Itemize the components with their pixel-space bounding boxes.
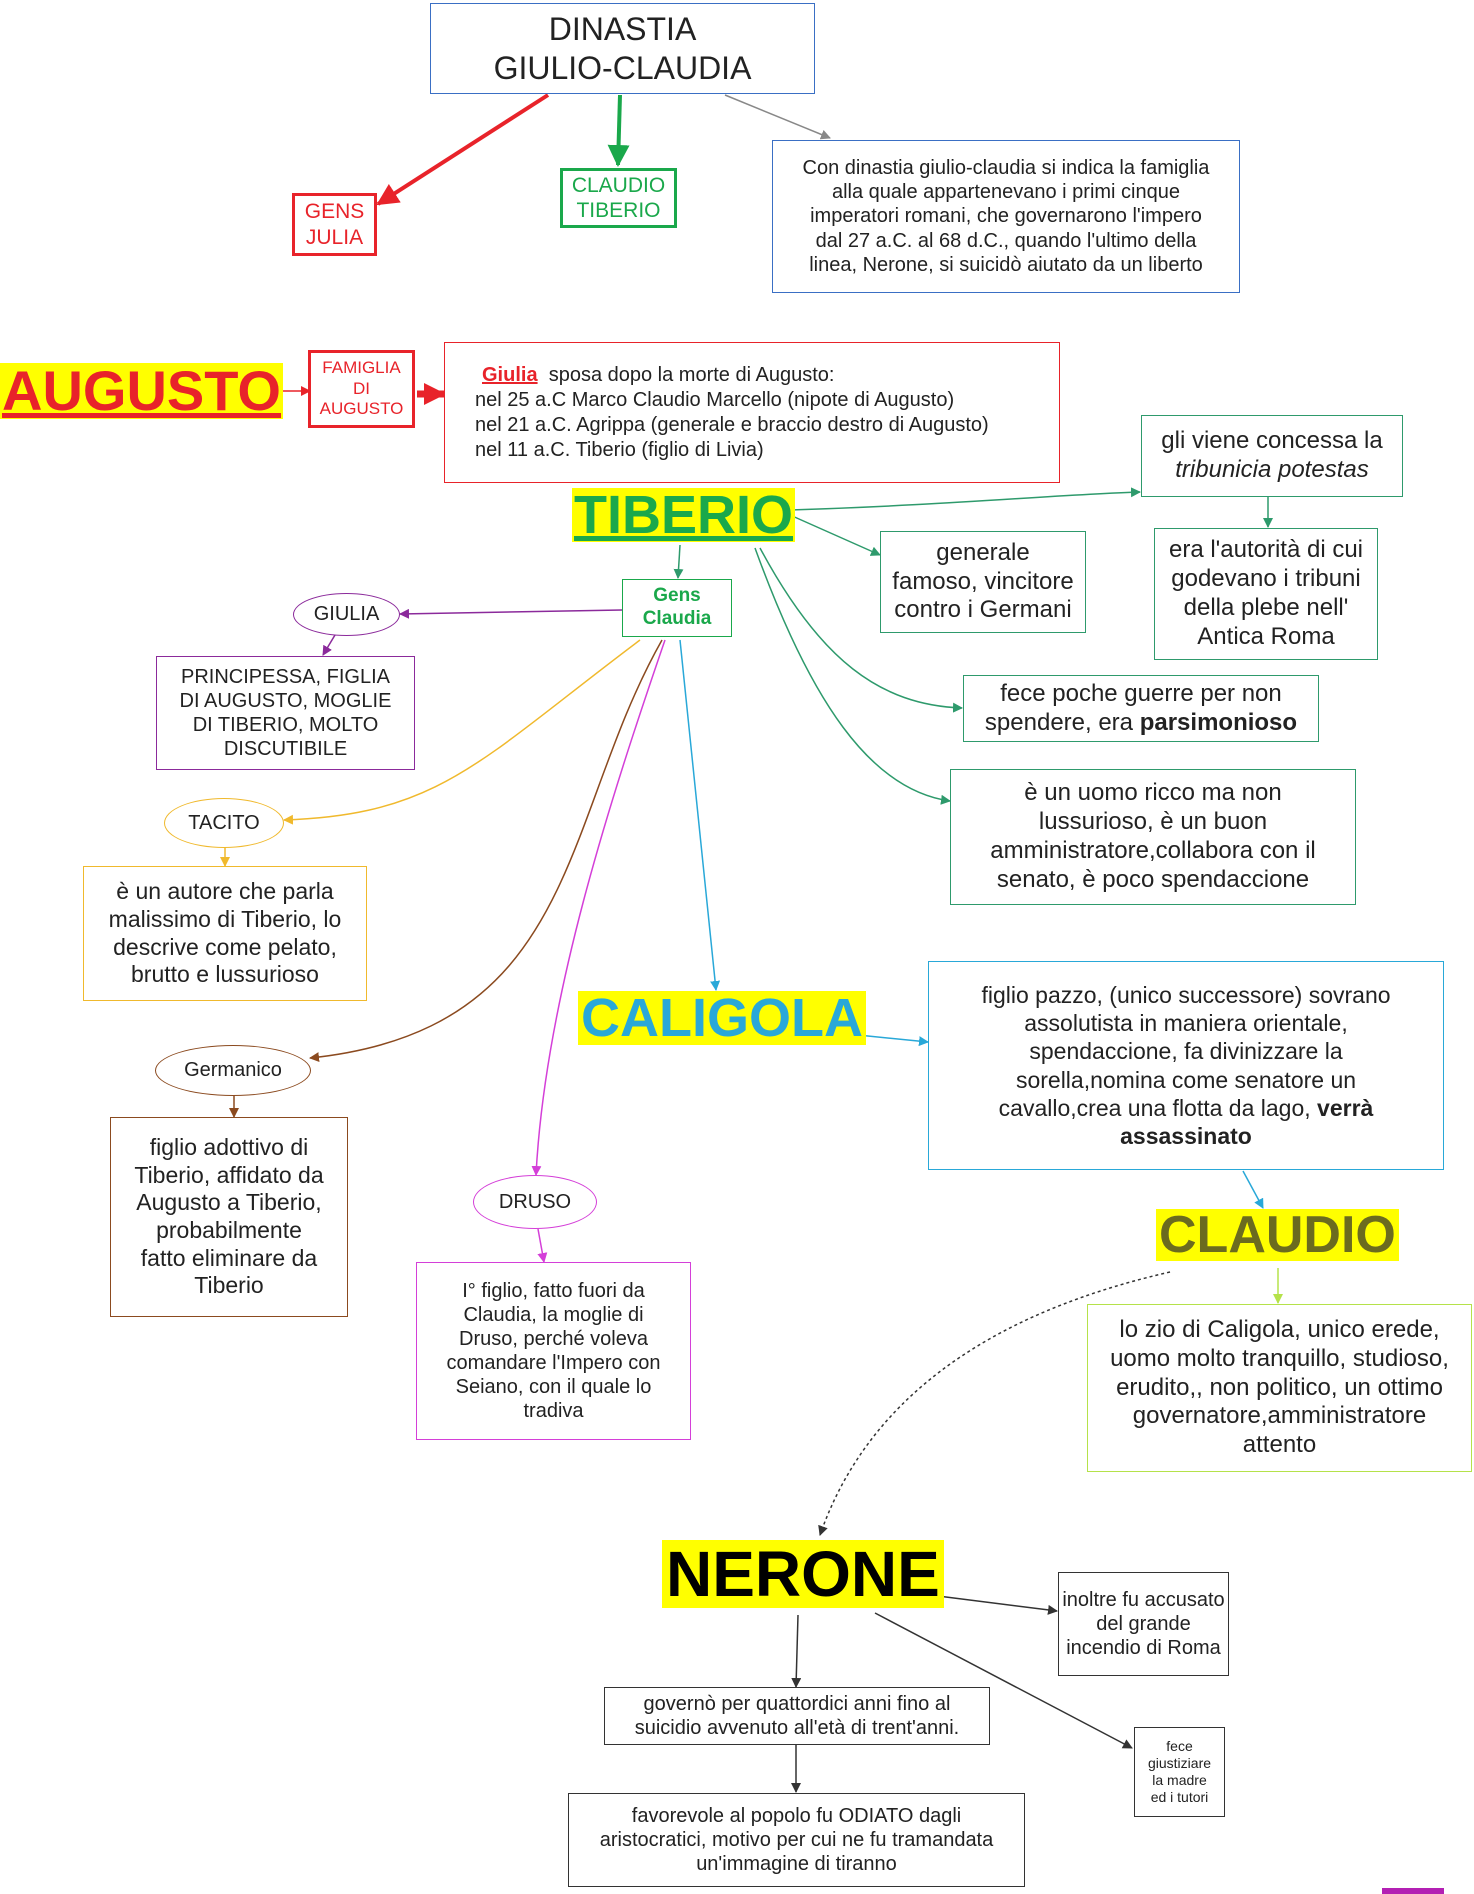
wars-bold: parsimonioso [1139, 708, 1298, 736]
gens-julia-box: GENS JULIA [292, 193, 377, 256]
edge-tiberio-general [790, 515, 880, 555]
dynasty-title-line1: DINASTIA [548, 11, 697, 48]
nerone-reign-box: governò per quattordici anni fino al suicidio avvenuto all'età di trent'anni. [604, 1687, 990, 1745]
nerone-hated-box: favorevole al popolo fu ODIATO dagli aristocratici, motivo per cui ne fu tramandata un'immagine di tiranno [568, 1793, 1025, 1887]
caligola-desc-box [928, 961, 1444, 1170]
edge-nerone-reign [796, 1615, 798, 1687]
authority-box: era l'autorità di cui godevano i tribuni della plebe nell' Antica Roma [1154, 528, 1378, 660]
edge-root-description [725, 95, 830, 138]
tribunicia-box [1141, 415, 1403, 497]
edge-root-gens-julia [378, 95, 548, 204]
tribunicia-prefix: gli viene concessa la [1161, 427, 1383, 455]
edge-caligola-desc [858, 1035, 928, 1042]
tiberio-title: TIBERIO [574, 485, 794, 545]
giulia-name: Giulia [482, 364, 538, 386]
edge-tiberio-gens [678, 545, 680, 578]
marriage-3: nel 11 a.C. Tiberio (figlio di Livia) [475, 439, 764, 461]
giulia-desc-box: PRINCIPESSA, FIGLIA DI AUGUSTO, MOGLIE DI TIBERIO, MOLTO DISCUTIBILE [156, 656, 415, 770]
caligola-desc: figlio pazzo, (unico successore) sovrano assolutista in maniera orientale, spendaccione, fa divinizzare la sorella,nomina come senatore un cavallo,crea una flotta da lago, [981, 982, 1391, 1121]
claudio-desc-box: lo zio di Caligola, unico erede, uomo molto tranquillo, studioso, erudito,, non politico, un ottimo governatore,amministratore attento [1087, 1304, 1472, 1472]
claudio-tiberio-box: CLAUDIO TIBERIO [560, 168, 677, 228]
augusto-family-box: FAMIGLIA DI AUGUSTO [308, 350, 415, 428]
dynasty-description-box: Con dinastia giulio-claudia si indica la famiglia alla quale appartenevano i primi cinque imperatori romani, che governarono l'impero dal 27 a.C. al 68 d.C., quando l'ultimo della linea, Nerone, si suicidò aiutato da un liberto [772, 140, 1240, 293]
germanico-desc-box: figlio adottivo di Tiberio, affidato da Augusto a Tiberio, probabilmente fatto eliminare da Tiberio [110, 1117, 348, 1317]
wars-box [963, 675, 1319, 742]
rich-box: è un uomo ricco ma non lussurioso, è un buon amministratore,collabora con il senato, è poco spendaccione [950, 769, 1356, 905]
wars-text: fece poche guerre per non spendere, era [984, 679, 1282, 736]
nerone-fire-box: inoltre fu accusato del grande incendio di Roma [1058, 1572, 1229, 1676]
druso-desc-box: I° figlio, fatto fuori da Claudia, la moglie di Druso, perché voleva comandare l'Impero con Seiano, con il quale lo tradiva [416, 1262, 691, 1440]
nerone-mother-box: fece giustiziare la madre ed i tutori [1134, 1727, 1225, 1817]
marriage-1: nel 25 a.C Marco Claudio Marcello (nipote di Augusto) [475, 389, 955, 411]
giulia-marriages-box [444, 342, 1060, 483]
edge-tiberio-tribunicia [790, 492, 1140, 510]
dynasty-root-box [430, 3, 815, 94]
edge-gens-druso [536, 640, 665, 1175]
giulia-intro: sposa dopo la morte di Augusto: [548, 364, 835, 386]
tribunicia-term: tribunicia potestas [1175, 456, 1369, 483]
corner-mark [1382, 1888, 1444, 1894]
giulia-oval: GIULIA [293, 593, 400, 636]
claudio-title: CLAUDIO [1156, 1209, 1399, 1261]
dynasty-title-line2: GIULIO-CLAUDIA [493, 49, 752, 86]
druso-oval: DRUSO [473, 1175, 597, 1229]
edge-giulia-desc [323, 635, 335, 655]
tacito-oval: TACITO [164, 798, 284, 848]
edge-root-claudio-tiberio [618, 95, 620, 165]
edge-caligola-claudio [1243, 1171, 1263, 1208]
tacito-desc-box: è un autore che parla malissimo di Tiberio, lo descrive come pelato, brutto e lussurioso [83, 866, 367, 1001]
edge-druso-desc [538, 1229, 544, 1262]
marriage-2: nel 21 a.C. Agrippa (generale e braccio destro di Augusto) [475, 414, 989, 436]
caligola-title: CALIGOLA [578, 991, 866, 1045]
germanico-oval: Germanico [155, 1045, 311, 1096]
tiberio-gens-box: Gens Claudia [622, 579, 732, 637]
edge-gens-giulia [400, 610, 622, 614]
caligola-desc-bold: verrà assassinato [1120, 1094, 1374, 1149]
general-box: generale famoso, vincitore contro i Germani [880, 531, 1086, 633]
augusto-title: AUGUSTO [2, 359, 281, 422]
edge-nerone-fire [938, 1596, 1057, 1611]
edge-gens-caligola [680, 640, 716, 990]
nerone-title: NERONE [662, 1540, 944, 1608]
